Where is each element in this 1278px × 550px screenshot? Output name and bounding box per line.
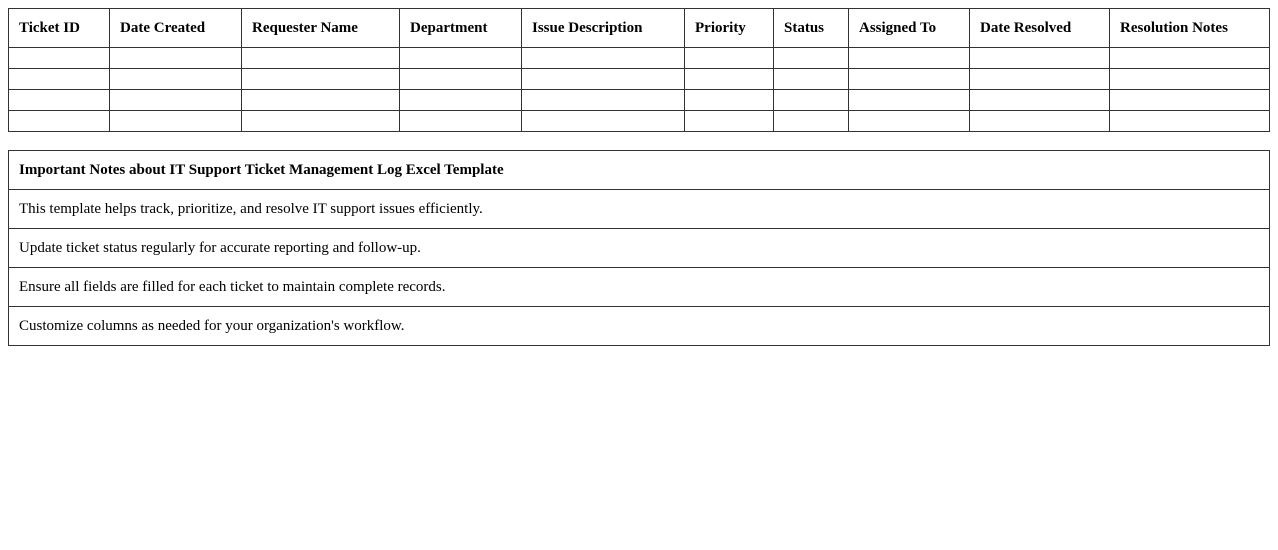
empty-cell[interactable] xyxy=(1110,111,1270,132)
note-item: Customize columns as needed for your organization's workflow. xyxy=(9,307,1270,346)
note-item: Update ticket status regularly for accurate reporting and follow-up. xyxy=(9,229,1270,268)
table-row xyxy=(9,90,1270,111)
empty-cell[interactable] xyxy=(774,90,849,111)
empty-cell[interactable] xyxy=(400,48,522,69)
empty-cell[interactable] xyxy=(522,69,685,90)
column-header: Assigned To xyxy=(849,9,970,48)
empty-cell[interactable] xyxy=(970,111,1110,132)
empty-cell[interactable] xyxy=(970,69,1110,90)
empty-cell[interactable] xyxy=(522,90,685,111)
empty-cell[interactable] xyxy=(110,69,242,90)
column-header: Date Resolved xyxy=(970,9,1110,48)
column-header: Department xyxy=(400,9,522,48)
empty-cell[interactable] xyxy=(849,69,970,90)
notes-table xyxy=(8,150,1270,346)
empty-cell[interactable] xyxy=(1110,48,1270,69)
notes-title: Important Notes about IT Support Ticket Management Log Excel Template xyxy=(9,151,1270,190)
empty-cell[interactable] xyxy=(400,111,522,132)
ticket-log-table xyxy=(8,8,1270,132)
empty-cell[interactable] xyxy=(685,48,774,69)
empty-cell[interactable] xyxy=(774,111,849,132)
empty-cell[interactable] xyxy=(9,111,110,132)
column-header: Priority xyxy=(685,9,774,48)
empty-cell[interactable] xyxy=(242,69,400,90)
empty-cell[interactable] xyxy=(522,111,685,132)
empty-cell[interactable] xyxy=(849,111,970,132)
column-header: Requester Name xyxy=(242,9,400,48)
empty-cell[interactable] xyxy=(110,90,242,111)
empty-cell[interactable] xyxy=(685,90,774,111)
empty-cell[interactable] xyxy=(400,69,522,90)
empty-cell[interactable] xyxy=(1110,69,1270,90)
empty-cell[interactable] xyxy=(522,48,685,69)
empty-cell[interactable] xyxy=(110,48,242,69)
empty-cell[interactable] xyxy=(774,69,849,90)
table-row xyxy=(9,48,1270,69)
empty-cell[interactable] xyxy=(1110,90,1270,111)
empty-cell[interactable] xyxy=(685,69,774,90)
empty-cell[interactable] xyxy=(242,90,400,111)
table-row xyxy=(9,111,1270,132)
empty-cell[interactable] xyxy=(9,90,110,111)
empty-cell[interactable] xyxy=(774,48,849,69)
empty-cell[interactable] xyxy=(970,90,1110,111)
empty-cell[interactable] xyxy=(685,111,774,132)
empty-cell[interactable] xyxy=(242,111,400,132)
empty-cell[interactable] xyxy=(110,111,242,132)
empty-cell[interactable] xyxy=(9,69,110,90)
empty-cell[interactable] xyxy=(849,48,970,69)
table-row xyxy=(9,69,1270,90)
empty-cell[interactable] xyxy=(242,48,400,69)
empty-cell[interactable] xyxy=(400,90,522,111)
column-header: Ticket ID xyxy=(9,9,110,48)
note-item: This template helps track, prioritize, and resolve IT support issues efficiently. xyxy=(9,190,1270,229)
column-header: Date Created xyxy=(110,9,242,48)
column-header: Issue Description xyxy=(522,9,685,48)
empty-cell[interactable] xyxy=(9,48,110,69)
empty-cell[interactable] xyxy=(849,90,970,111)
header-row xyxy=(9,9,1270,48)
note-item: Ensure all fields are filled for each ticket to maintain complete records. xyxy=(9,268,1270,307)
empty-cell[interactable] xyxy=(970,48,1110,69)
column-header: Status xyxy=(774,9,849,48)
column-header: Resolution Notes xyxy=(1110,9,1270,48)
